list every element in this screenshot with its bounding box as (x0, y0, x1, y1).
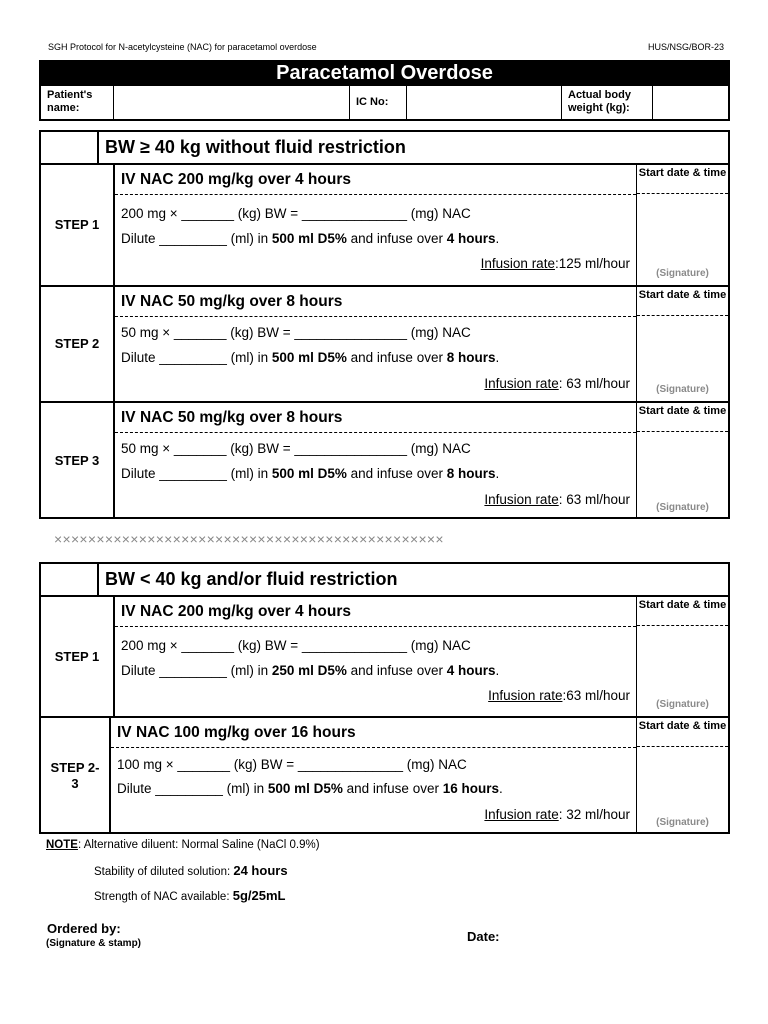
note-stability: Stability of diluted solution: 24 hours (94, 863, 288, 878)
infusion-rate: Infusion rate: 63 ml/hour (484, 376, 630, 391)
dose-title: IV NAC 100 mg/kg over 16 hours (111, 718, 636, 748)
signature-field[interactable]: (Signature) (656, 817, 709, 828)
patient-name-field[interactable] (114, 86, 350, 119)
signature-stamp-label: (Signature & stamp) (46, 938, 142, 949)
step-label: STEP 2-3 (41, 718, 111, 834)
section-title: BW ≥ 40 kg without fluid restriction (105, 137, 406, 157)
note-strength: Strength of NAC available: 5g/25mL (94, 888, 286, 903)
page-title: Paracetamol Overdose (39, 60, 730, 86)
header-protocol: SGH Protocol for N-acetylcysteine (NAC) for paracetamol overdose (48, 42, 317, 52)
date-label: Date: (467, 929, 500, 944)
body-weight-field[interactable] (653, 86, 728, 119)
infusion-rate: Infusion rate:125 ml/hour (480, 256, 630, 271)
start-date-label: Start date & time (637, 403, 728, 432)
section-separator: ×××××××××××××××××××××××××××××××××××××××××××××× (54, 531, 444, 547)
signature-field[interactable]: (Signature) (656, 699, 709, 710)
patient-info-row (39, 86, 730, 121)
start-date-label: Start date & time (637, 718, 728, 747)
note-diluent: NOTE: Alternative diluent: Normal Saline (NaCl 0.9%) (46, 839, 320, 851)
step-label: STEP 1 (41, 165, 115, 285)
start-date-label: Start date & time (637, 597, 728, 626)
signature-field[interactable]: (Signature) (656, 268, 709, 279)
dilution-instruction: Dilute _________ (ml) in 500 ml D5% and infuse over 4 hours. (121, 231, 500, 246)
infusion-rate: Infusion rate:63 ml/hour (488, 688, 630, 703)
dose-title: IV NAC 50 mg/kg over 8 hours (115, 403, 636, 433)
start-date-label: Start date & time (637, 165, 728, 194)
signature-field[interactable]: (Signature) (656, 502, 709, 513)
dose-calculation: 50 mg × _______ (kg) BW = _______________ (mg) NAC (121, 325, 471, 340)
step-row (41, 287, 728, 403)
section-no-fluid-restriction (39, 130, 730, 519)
step-row (41, 165, 728, 287)
dilution-instruction: Dilute _________ (ml) in 500 ml D5% and infuse over 8 hours. (121, 350, 500, 365)
step-row (41, 718, 728, 834)
start-date-label: Start date & time (637, 287, 728, 316)
section-fluid-restriction (39, 562, 730, 834)
header-code: HUS/NSG/BOR-23 (647, 42, 724, 52)
dose-calculation: 100 mg × _______ (kg) BW = ______________ (mg) NAC (117, 757, 467, 772)
ic-no-field[interactable] (407, 86, 562, 119)
step-row (41, 597, 728, 718)
infusion-rate: Infusion rate: 32 ml/hour (484, 807, 630, 822)
ordered-by-label: Ordered by: (47, 921, 121, 936)
section-title: BW < 40 kg and/or fluid restriction (105, 569, 398, 589)
signature-field[interactable]: (Signature) (656, 384, 709, 395)
step-label: STEP 3 (41, 403, 115, 519)
body-weight-label: Actual body weight (kg): (562, 86, 653, 119)
dilution-instruction: Dilute _________ (ml) in 250 ml D5% and infuse over 4 hours. (121, 663, 500, 678)
patient-name-label: Patient's name: (41, 86, 114, 119)
dilution-instruction: Dilute _________ (ml) in 500 ml D5% and infuse over 8 hours. (121, 466, 500, 481)
dose-calculation: 200 mg × _______ (kg) BW = ______________ (mg) NAC (121, 206, 471, 221)
ic-no-label: IC No: (350, 86, 407, 119)
dose-title: IV NAC 50 mg/kg over 8 hours (115, 287, 636, 317)
dose-title: IV NAC 200 mg/kg over 4 hours (115, 597, 636, 627)
dose-calculation: 200 mg × _______ (kg) BW = ______________ (mg) NAC (121, 638, 471, 653)
dose-title: IV NAC 200 mg/kg over 4 hours (115, 165, 636, 195)
infusion-rate: Infusion rate: 63 ml/hour (484, 492, 630, 507)
step-label: STEP 2 (41, 287, 115, 401)
step-row (41, 403, 728, 519)
step-label: STEP 1 (41, 597, 115, 716)
dilution-instruction: Dilute _________ (ml) in 500 ml D5% and infuse over 16 hours. (117, 781, 503, 796)
dose-calculation: 50 mg × _______ (kg) BW = _______________ (mg) NAC (121, 441, 471, 456)
